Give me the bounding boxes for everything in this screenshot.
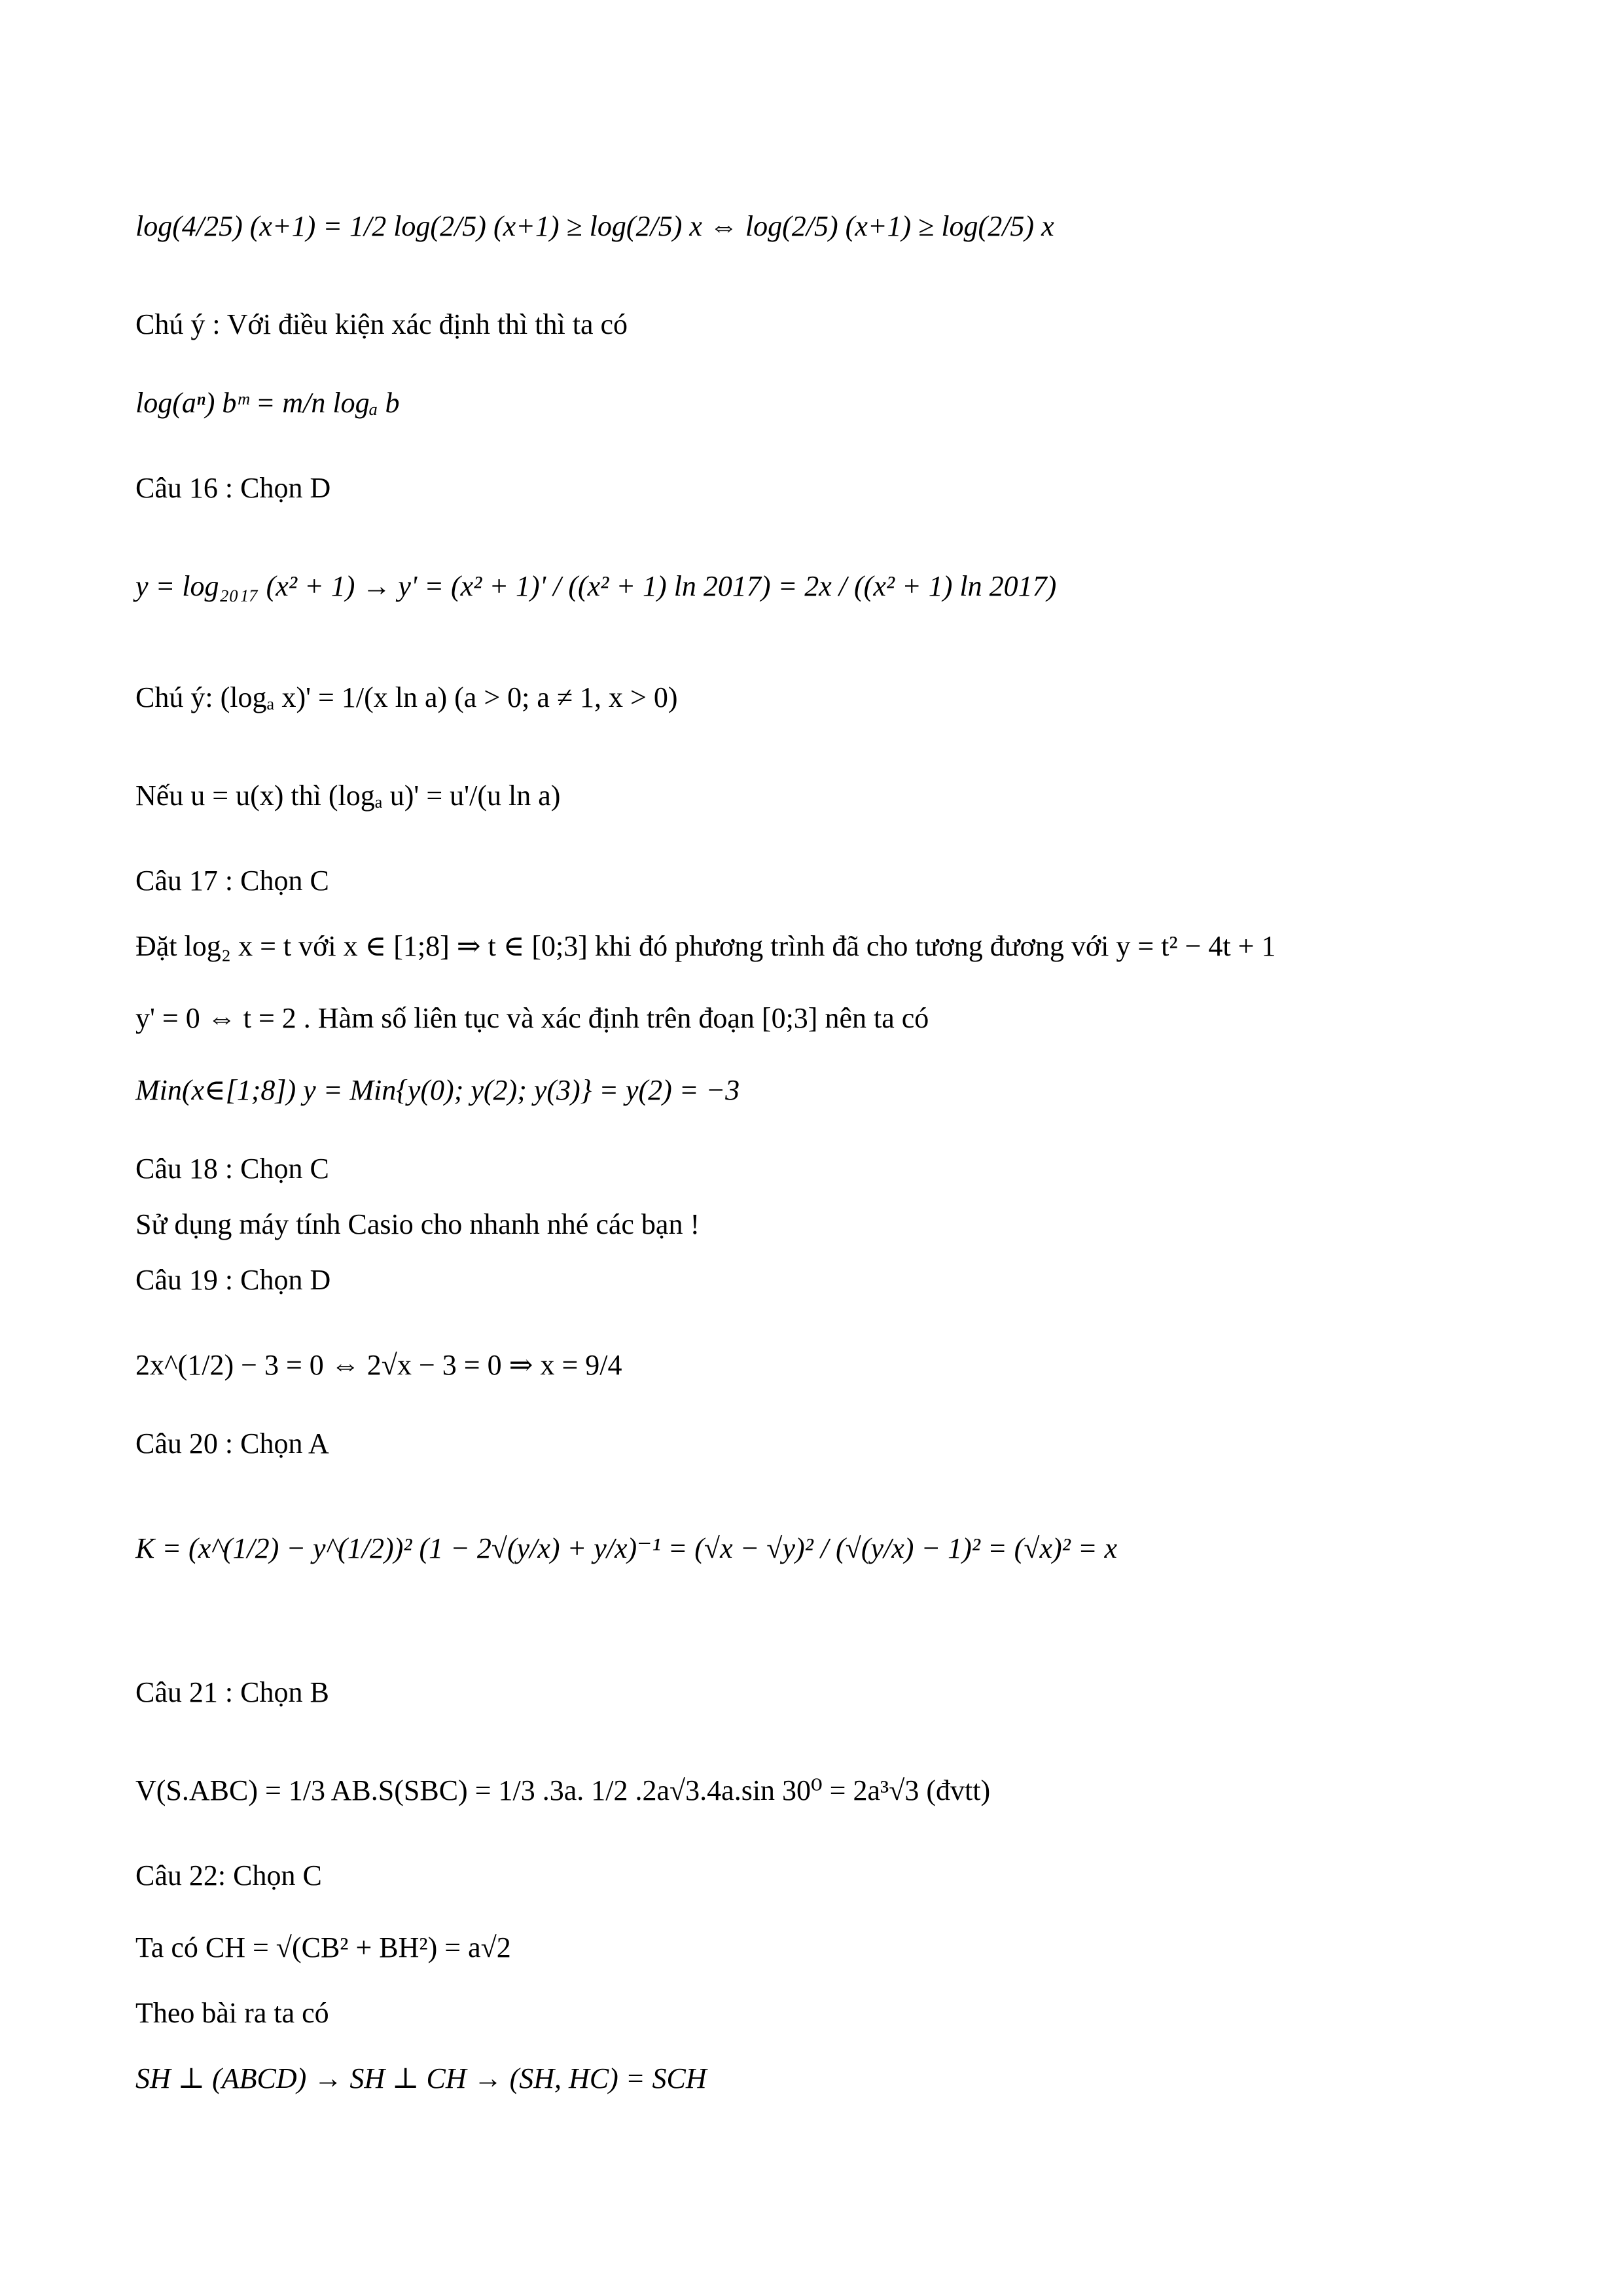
equation-K-simplification: K = (x^(1/2) − y^(1/2))² (1 − 2√(y/x) + y/x)⁻¹ = (√x − √y)² / (√(y/x) − 1)² = (√x)² = x <box>135 1532 1118 1564</box>
equation-log-transform: log(4/25) (x+1) = 1/2 log(2/5) (x+1) ≥ log(2/5) x ⇔ log(2/5) (x+1) ≥ log(2/5) x <box>135 210 1054 242</box>
question-17-heading: Câu 17 : Chọn C <box>135 865 329 897</box>
equation-perpendicular-angle: SH ⊥ (ABCD) → SH ⊥ CH → (SH, HC) = SCH <box>135 2062 707 2094</box>
note-chain-rule: Nếu u = u(x) thì (logₐ u)' = u'/(u ln a) <box>135 780 561 812</box>
casio-note: Sử dụng máy tính Casio cho nhanh nhé các bạn ! <box>135 1208 700 1240</box>
equation-derivative-log2017: y = log₂₀₁₇ (x² + 1) → y' = (x² + 1)' / ((x² + 1) ln 2017) = 2x / ((x² + 1) ln 2017) <box>135 570 1057 602</box>
continuity-statement: y' = 0 ⇔ t = 2 . Hàm số liên tục và xác định trên đoạn [0;3] nên ta có <box>135 1002 929 1034</box>
substitution-statement: Đặt log₂ x = t với x ∈ [1;8] ⇒ t ∈ [0;3] khi đó phương trình đã cho tương đương với y = t² − 4t + 1 <box>135 930 1276 962</box>
question-20-heading: Câu 20 : Chọn A <box>135 1427 329 1460</box>
question-21-heading: Câu 21 : Chọn B <box>135 1676 329 1708</box>
question-22-heading: Câu 22: Chọn C <box>135 1859 322 1892</box>
statement-by-problem: Theo bài ra ta có <box>135 1997 329 2029</box>
equation-CH-length: Ta có CH = √(CB² + BH²) = a√2 <box>135 1931 511 1964</box>
note-log-derivative: Chú ý: (logₐ x)' = 1/(x ln a) (a > 0; a ≠ 1, x > 0) <box>135 681 678 713</box>
equation-volume: V(S.ABC) = 1/3 AB.S(SBC) = 1/3 .3a. 1/2 .2a√3.4a.sin 30⁰ = 2a³√3 (đvtt) <box>135 1774 991 1806</box>
note-conditions: Chú ý : Với điều kiện xác định thì thì ta có <box>135 308 628 340</box>
equation-root: 2x^(1/2) − 3 = 0 ⇔ 2√x − 3 = 0 ⇒ x = 9/4 <box>135 1349 622 1381</box>
equation-minimum: Min(x∈[1;8]) y = Min{y(0); y(2); y(3)} = y(2) = −3 <box>135 1074 740 1106</box>
question-16-heading: Câu 16 : Chọn D <box>135 472 331 504</box>
question-19-heading: Câu 19 : Chọn D <box>135 1264 331 1296</box>
equation-log-power-rule: log(aⁿ) bᵐ = m/n logₐ b <box>135 387 400 419</box>
question-18-heading: Câu 18 : Chọn C <box>135 1153 329 1185</box>
